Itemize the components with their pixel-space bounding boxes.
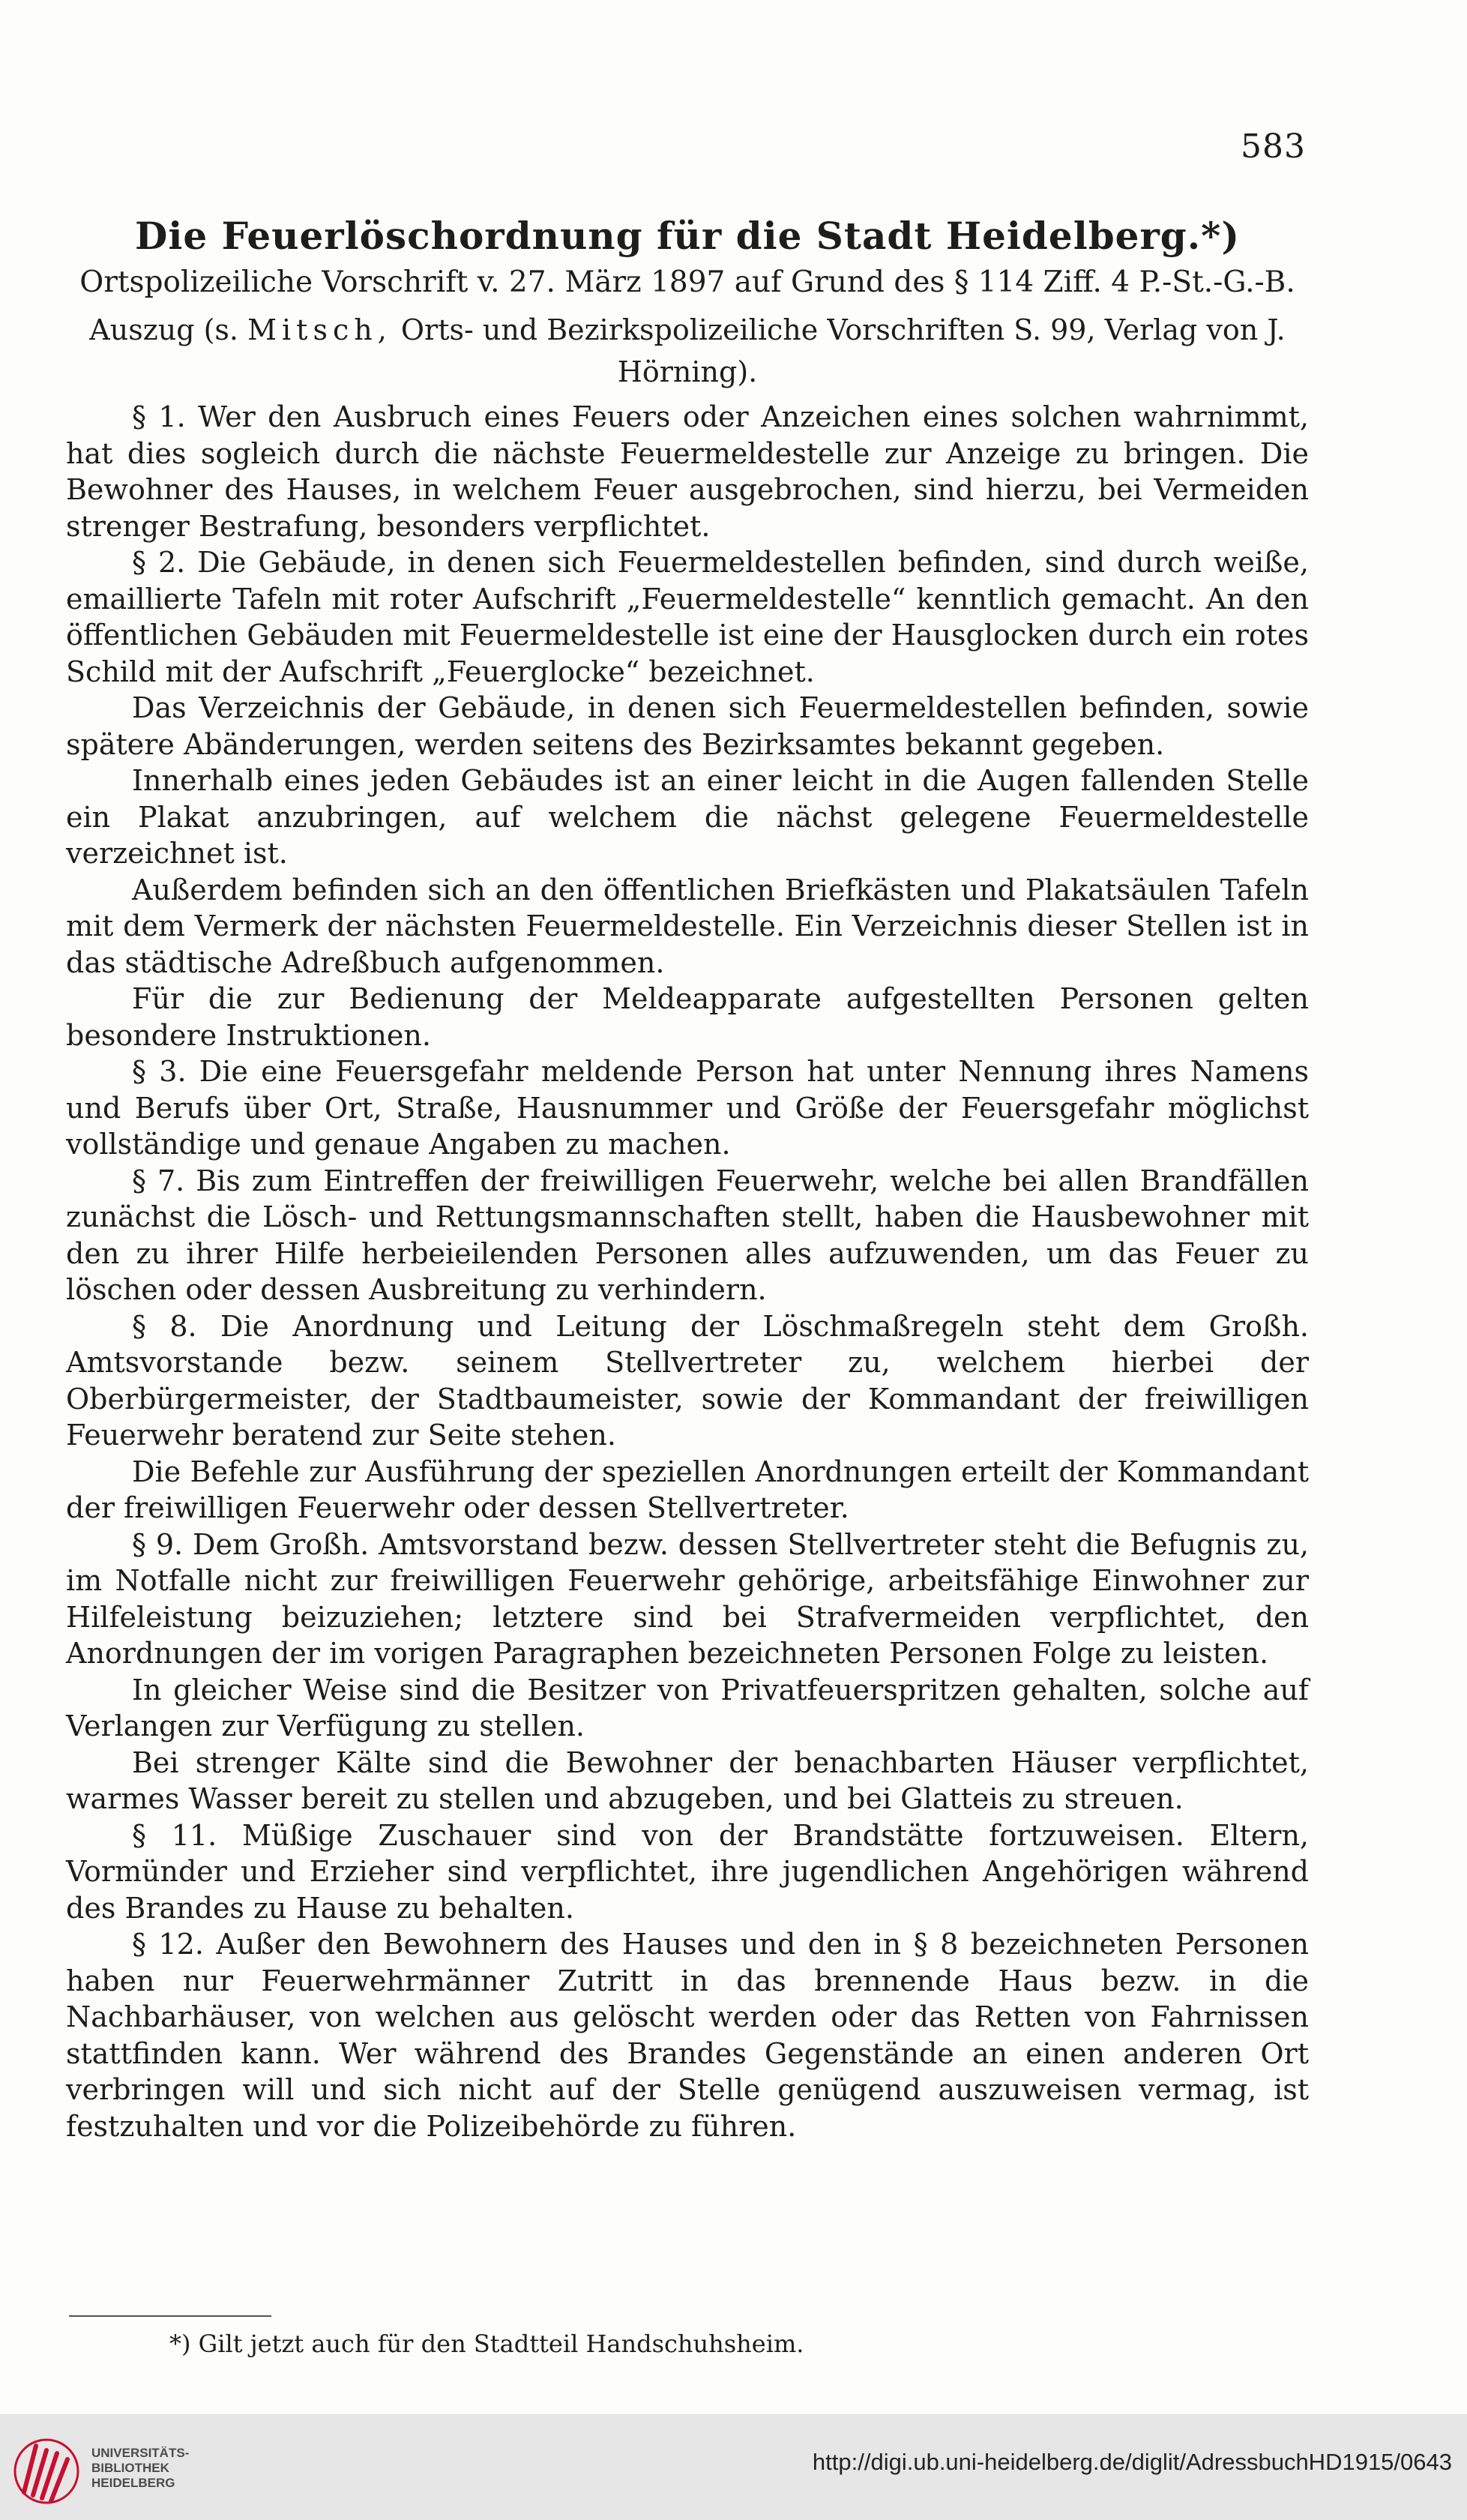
paragraph: Außerdem befinden sich an den öffentlichen Briefkästen und Plakatsäulen Tafeln mit dem Vermerk der nächsten Feuermeldestelle. Ein Verzeichnis dieser Stellen ist in das städtische Adreßbuch aufgenommen.: [66, 873, 1309, 979]
excerpt-before: Auszug (s.: [89, 313, 239, 346]
excerpt-note: [66, 309, 1309, 393]
excerpt-author: Mitsch,: [247, 313, 392, 346]
document-title: Die Feuerlöschordnung für die Stadt Heidelberg.*): [135, 214, 1240, 258]
paragraph-section-2: § 2. Die Gebäude, in denen sich Feuermeldestellen befinden, sind durch weiße, emaillierte Tafeln mit roter Aufschrift „Feuermeldestelle“ kenntlich gemacht. An den öffentlichen Gebäuden mit Feuermeldestelle ist eine der Hausglocken durch ein rotes Schild mit der Aufschrift „Feuerglocke“ bezeichnet.: [66, 546, 1309, 688]
library-name: [91, 2446, 189, 2491]
paragraph-section-12: § 12. Außer den Bewohnern des Hauses und den in § 8 bezeichneten Personen haben nur Feuerwehrmänner Zutritt in das brennende Haus bezw. in die Nachbarhäuser, von welchen aus gelöscht werden oder das Retten von Fahrnissen stattfinden kann. Wer während des Brandes Gegenstände an einen anderen Ort verbringen will und sich nicht auf der Stelle genügend auszuweisen vermag, ist festzuhalten und vor die Polizeibehörde zu führen.: [66, 1928, 1309, 2143]
paragraph-section-3: § 3. Die eine Feuersgefahr meldende Person hat unter Nennung ihres Namens und Berufs über Ort, Straße, Hausnummer und Größe der Feuersgefahr möglichst vollständige und genaue Angaben zu machen.: [66, 1055, 1309, 1161]
paragraph-section-11: § 11. Müßige Zuschauer sind von der Brandstätte fortzuweisen. Eltern, Vormünder und Erzieher sind verpflichtet, ihre jugendlichen Angehörigen während des Brandes zu Hause zu behalten.: [66, 1818, 1309, 1925]
paragraph: Bei strenger Kälte sind die Bewohner der benachbarten Häuser verpflichtet, warmes Wasser bereit zu stellen und abzugeben, und bei Glatteis zu streuen.: [66, 1745, 1309, 1815]
document-subtitle: Ortspolizeiliche Vorschrift v. 27. März 1897 auf Grund des § 114 Ziff. 4 P.-St.-G.-B.: [79, 265, 1295, 299]
paragraph: Für die zur Bedienung der Meldeapparate aufgestellten Personen gelten besondere Instruktionen.: [66, 982, 1309, 1052]
excerpt-after: Orts- und Bezirkspolizeiliche Vorschriften S. 99, Verlag von J. Hörning).: [400, 313, 1286, 388]
page-number: 583: [1241, 127, 1306, 166]
footnote-divider: [69, 2315, 271, 2317]
document-body: [66, 211, 1309, 2144]
paragraph-section-9: § 9. Dem Großh. Amtsvorstand bezw. dessen Stellvertreter steht die Befugnis zu, im Notfalle nicht zur freiwilligen Feuerwehr gehörige, arbeitsfähige Einwohner zur Hilfeleistung beizuziehen; letztere sind bei Strafvermeiden verpflichtet, den Anordnungen der im vorigen Paragraphen bezeichneten Personen Folge zu leisten.: [66, 1527, 1309, 1670]
paragraph-section-8: § 8. Die Anordnung und Leitung der Löschmaßregeln steht dem Großh. Amtsvorstande bezw. seinem Stellvertreter zu, welchem hierbei der Oberbürgermeister, der Stadtbaumeister, sowie der Kommandant der freiwilligen Feuerwehr beratend zur Seite stehen.: [66, 1309, 1309, 1452]
footnote: *) Gilt jetzt auch für den Stadtteil Handschuhsheim.: [169, 2330, 804, 2358]
paragraph-section-7: § 7. Bis zum Eintreffen der freiwilligen Feuerwehr, welche bei allen Brandfällen zunächst die Lösch- und Rettungsmannschaften stellt, haben die Hausbewohner mit den zu ihrer Hilfe herbeieilenden Personen alles aufzuwenden, um das Feuer zu löschen oder dessen Ausbreitung zu verhindern.: [66, 1164, 1309, 1306]
library-name-line: UNIVERSITÄTS-: [91, 2446, 190, 2460]
paragraph: Innerhalb eines jeden Gebäudes ist an einer leicht in die Augen fallenden Stelle ein Plakat anzubringen, auf welchem die nächst gelegene Feuermeldestelle verzeichnet ist.: [66, 764, 1309, 870]
library-logo[interactable]: [10, 2431, 189, 2506]
paragraph: Die Befehle zur Ausführung der speziellen Anordnungen erteilt der Kommandant der freiwilligen Feuerwehr oder dessen Stellvertreter.: [66, 1455, 1309, 1524]
paragraph: Das Verzeichnis der Gebäude, in denen sich Feuermeldestellen befinden, sowie spätere Abänderungen, werden seitens des Bezirksamtes bekannt gegeben.: [66, 691, 1309, 761]
library-name-line: BIBLIOTHEK: [91, 2461, 169, 2475]
paragraph: In gleicher Weise sind die Besitzer von Privatfeuerspritzen gehalten, solche auf Verlangen zur Verfügung zu stellen.: [66, 1673, 1309, 1742]
library-footer-bar: [0, 2414, 1467, 2520]
library-name-line: HEIDELBERG: [91, 2476, 175, 2490]
paragraph-section-1: § 1. Wer den Ausbruch eines Feuers oder Anzeichen eines solchen wahrnimmt, hat dies sogleich durch die nächste Feuermeldestelle zur Anzeige zu bringen. Die Bewohner des Hauses, in welchem Feuer ausgebrochen, sind hierzu, bei Vermeiden strenger Bestrafung, besonders verpflichtet.: [66, 400, 1309, 543]
university-seal-icon: [10, 2431, 82, 2506]
permalink-url[interactable]: http://digi.ub.uni-heidelberg.de/diglit/AdressbuchHD1915/0643: [812, 2449, 1452, 2475]
